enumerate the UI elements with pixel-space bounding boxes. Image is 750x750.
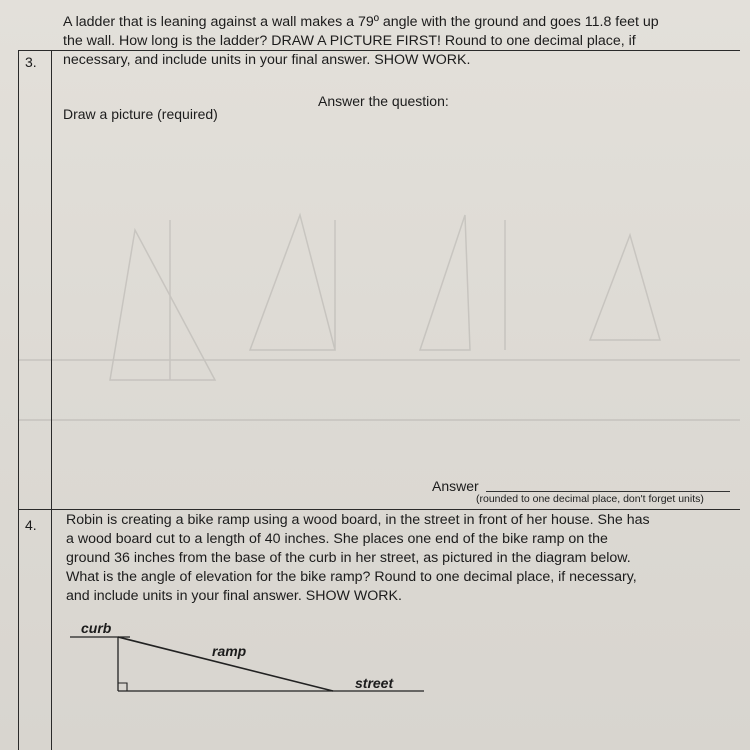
question-4-line-3: ground 36 inches from the base of the curb in her street, as pictured in the diagram below. (66, 550, 631, 566)
answer-note: (rounded to one decimal place, don't forget units) (476, 493, 704, 505)
street-label: street (355, 675, 394, 691)
question-3-number: 3. (25, 54, 37, 70)
question-4-line-2: a wood board cut to a length of 40 inches. She places one end of the bike ramp on the (66, 531, 608, 547)
question-3-line-2: the wall. How long is the ladder? DRAW A PICTURE FIRST! Round to one decimal place, if (63, 33, 636, 49)
question-3-line-1: A ladder that is leaning against a wall makes a 79º angle with the ground and goes 11.8 feet up (63, 14, 659, 30)
answer-question-label: Answer the question: (318, 93, 449, 109)
question-4-number: 4. (25, 517, 37, 533)
answer-prompt: Answer (432, 478, 479, 494)
curb-label: curb (81, 620, 112, 636)
question-4-line-1: Robin is creating a bike ramp using a wood board, in the street in front of her house. She has (66, 512, 650, 528)
question-3-line-3: necessary, and include units in your final answer. SHOW WORK. (63, 52, 471, 68)
right-angle-marker (118, 683, 127, 691)
question-4-line-5: and include units in your final answer. SHOW WORK. (66, 588, 402, 604)
question-4-line-4: What is the angle of elevation for the bike ramp? Round to one decimal place, if necessary, (66, 569, 637, 585)
ramp-label: ramp (212, 643, 247, 659)
draw-picture-label: Draw a picture (required) (63, 106, 218, 122)
